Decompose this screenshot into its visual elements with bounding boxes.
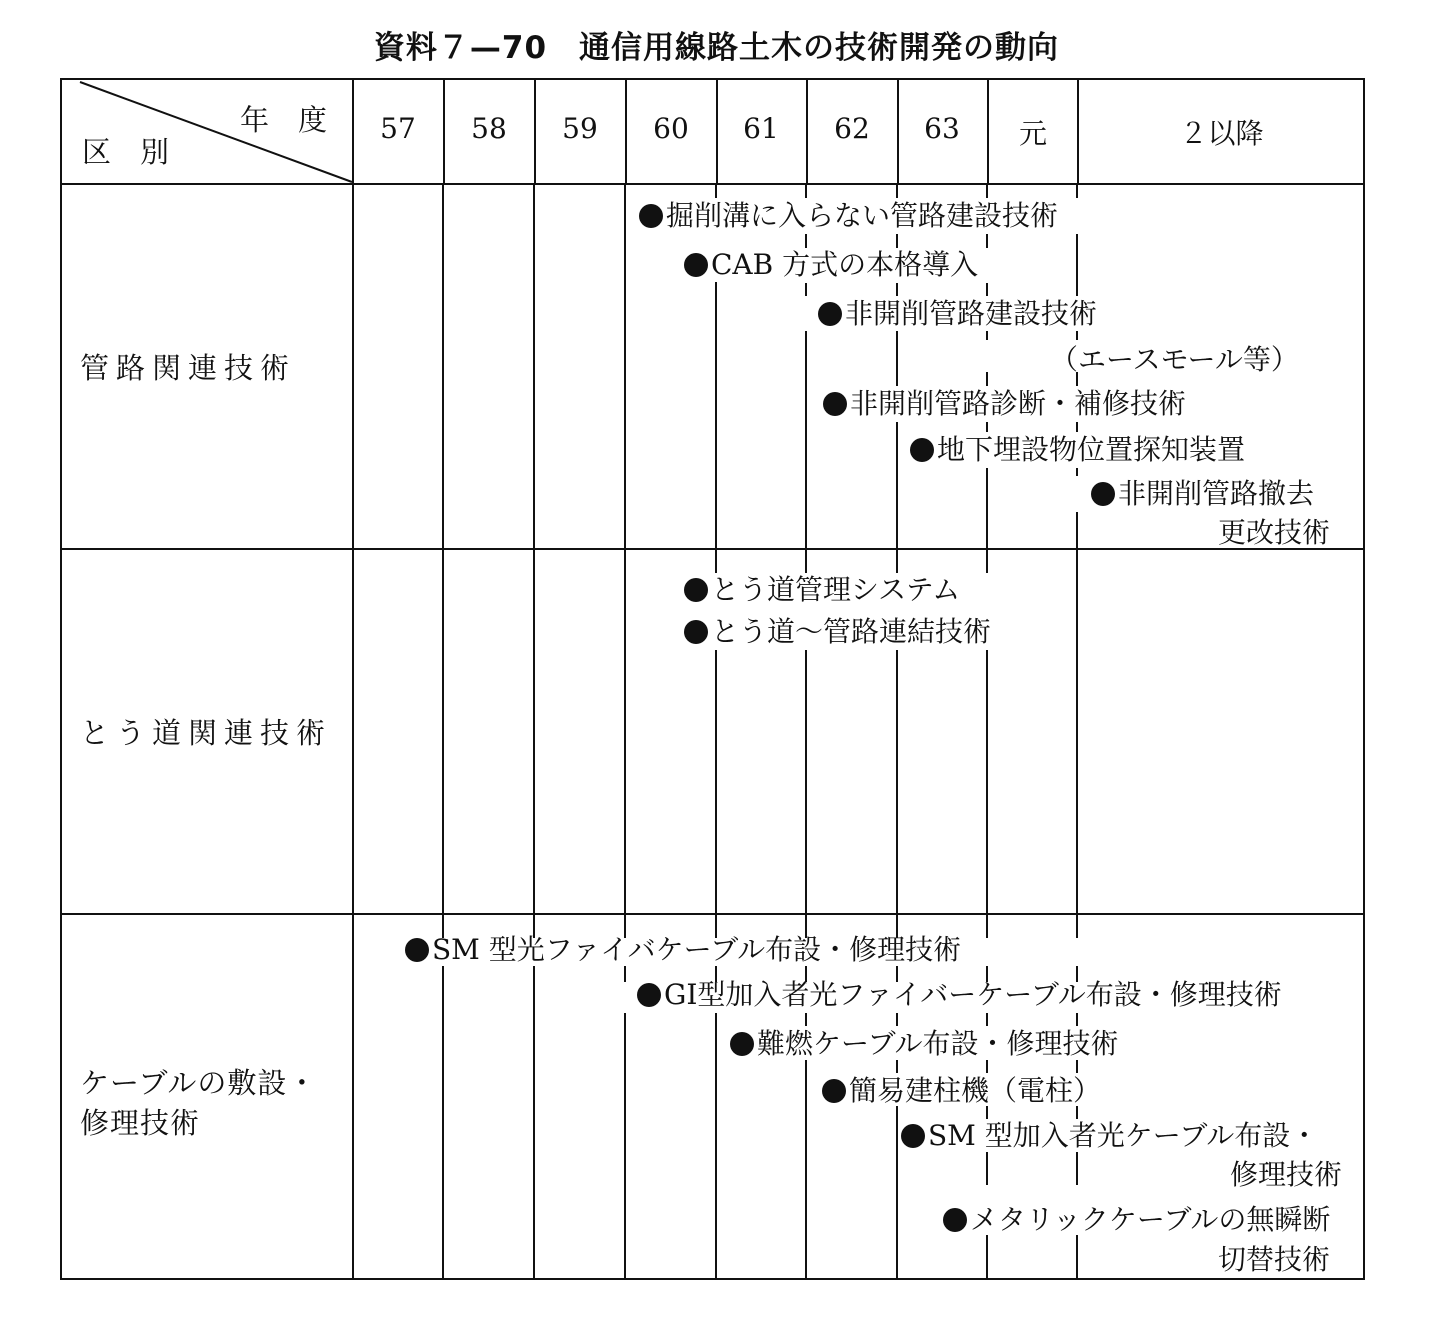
category-header-label: 区 別 <box>82 135 170 169</box>
bullet-dot-icon <box>684 578 708 602</box>
section-label-cable <box>80 1063 317 1143</box>
timeline-item-continuation: 修理技術 <box>1230 1158 1343 1191</box>
bullet-dot-icon <box>1091 482 1115 506</box>
timeline-item: SM 型加入者光ケーブル布設・ <box>901 1119 1318 1153</box>
year-59: 59 <box>562 112 598 145</box>
bullet-dot-icon <box>822 1079 846 1103</box>
timeline-item: 簡易建柱機（電柱） <box>822 1074 1101 1108</box>
timeline-item: 難燃ケーブル布設・修理技術 <box>730 1027 1118 1061</box>
bullet-dot-icon <box>901 1124 925 1148</box>
bullet-dot-icon <box>684 253 708 277</box>
timeline-item: 地下埋設物位置探知装置 <box>910 433 1245 467</box>
year-60: 60 <box>653 112 689 145</box>
year-62: 62 <box>834 112 870 145</box>
bullet-dot-icon <box>818 302 842 326</box>
year-57: 57 <box>380 112 416 145</box>
bullet-dot-icon <box>637 983 661 1007</box>
bullet-dot-icon <box>405 938 429 962</box>
timeline-item-continuation: 更改技術 <box>1218 516 1331 549</box>
timeline-item: 非開削管路診断・補修技術 <box>823 387 1186 421</box>
year-header-label: 年 度 <box>240 103 328 137</box>
year-61: 61 <box>743 112 779 145</box>
timeline-item-note: （エースモール等） <box>1050 343 1299 376</box>
timeline-item: とう道管理システム <box>684 573 960 607</box>
bullet-dot-icon <box>910 438 934 462</box>
section-label-conduit: 管路関連技術 <box>80 351 297 385</box>
year-2-onward: ２以降 <box>1179 117 1264 150</box>
bullet-dot-icon <box>730 1032 754 1056</box>
timeline-item: CAB 方式の本格導入 <box>684 248 978 282</box>
timeline-item: 非開削管路撤去 <box>1091 477 1314 511</box>
timeline-item: とう道～管路連結技術 <box>684 615 991 649</box>
timeline-item: SM 型光ファイバケーブル布設・修理技術 <box>405 933 961 967</box>
section-label-tunnel: とう道関連技術 <box>80 716 333 750</box>
bullet-dot-icon <box>639 204 663 228</box>
timeline-item: GI型加入者光ファイバーケーブル布設・修理技術 <box>637 978 1282 1012</box>
timeline-item: 掘削溝に入らない管路建設技術 <box>639 199 1058 233</box>
section-label-line: ケーブルの敷設・ <box>80 1066 318 1100</box>
timeline-item: メタリックケーブルの無瞬断 <box>943 1203 1330 1237</box>
year-63: 63 <box>924 112 960 145</box>
bullet-dot-icon <box>823 392 847 416</box>
timeline-item: 非開削管路建設技術 <box>818 297 1097 331</box>
timeline-item-continuation: 切替技術 <box>1218 1243 1331 1276</box>
bullet-dot-icon <box>684 620 708 644</box>
bullet-dot-icon <box>943 1208 967 1232</box>
year-58: 58 <box>471 112 507 145</box>
document-title: 資料７—70 通信用線路土木の技術開発の動向 <box>373 30 1060 66</box>
year-gannen: 元 <box>1018 117 1047 150</box>
section-label-line: 修理技術 <box>80 1106 201 1140</box>
